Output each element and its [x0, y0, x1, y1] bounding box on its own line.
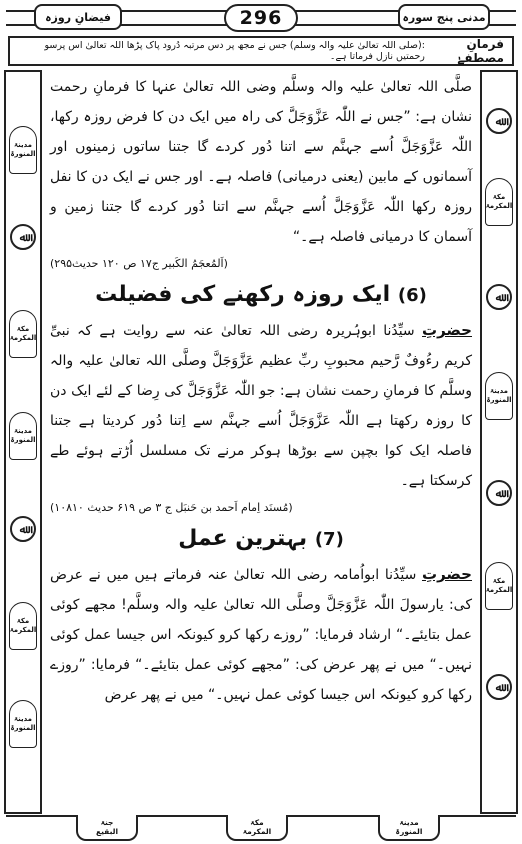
section-title: ایک روزہ رکھنے کی فضیلت — [95, 282, 391, 307]
paragraph-text: سیِّدُنا ابوہُریرہ رضی اللہ تعالیٰ عنہ سے روایت ہے کہ نبیِّ کریم رءُوفٌ رَّحیم محبوبِ ربِّ عظیم عَزَّوَجَلَّ وصلَّی اللہ تعالیٰ علیہ والہ وسلَّم کا فرمانِ رحمت نشان ہے: جو اللّٰہ عَزَّوَجَلَّ کی رِضا کے لئے ایک دن کا روزہ رکھتا ہے اللّٰہ عَزَّوَجَلَّ اُسے جہنَّم سے اِتنا دُور کردیتا ہے جتنا فاصلہ ایک کوا بچپن سے بوڑھا ہوکر مرنے تک مسلسل اُڑتے ہوئے طے کرسکتا ہے۔ — [50, 323, 472, 489]
paragraph-text: سیِّدُنا ابواُمامہ رضی اللہ تعالیٰ عنہ فرماتے ہیں میں نے عرض کی: یارسولَ اللّٰہ عَزَّوَجَلَّ وصلَّی اللہ تعالیٰ علیہ والہ وسلَّم! مجھے کوئی عمل بتایئے۔“ ارشاد فرمایا: ”روزے رکھا کرو کیونکہ اس جیسا عمل کوئی نہیں۔“ میں نے پھر عرض کی: ”مجھے کوئی عمل بتایئے۔“ فرمایا: ”روزے رکھا کرو کیونکہ اس جیسا کوئی عمل نہیں۔“ میں نے پھر عرض — [50, 567, 472, 703]
section-number: (6) — [397, 285, 427, 306]
madina-emblem: مدینۃ المنورۃ — [485, 372, 513, 420]
makkah-emblem: مکۃ المکرمۃ — [485, 562, 513, 610]
farman-text: :(صلی اللہ تعالیٰ علیہ والہ وسلم) جس نے مجھ پر دس مرتبہ دُرود پاک پڑھا اللہ تعالیٰ اس پرسو رحمتیں نازل فرماتا ہے۔ — [44, 40, 425, 62]
book-title-tab: فیضانِ روزہ — [34, 4, 122, 30]
makkah-emblem: مکۃ المکرمۃ — [485, 178, 513, 226]
section-number: (7) — [314, 529, 344, 550]
reference-1: (اَلمُعجَمُ الکَبیر ج۱۷ ص ۱۲۰ حدیث۲۹۵) — [50, 257, 228, 270]
page-footer — [6, 815, 516, 841]
hadith-paragraph-2 — [44, 315, 478, 496]
section-title: بہترین عمل — [178, 526, 308, 551]
medallion-icon: ﷲ — [485, 662, 513, 712]
medallion-icon: ﷲ — [485, 96, 513, 146]
series-title-tab: مدنی پنج سورہ — [398, 4, 490, 30]
main-text-area — [44, 70, 478, 814]
makkah-emblem: مکۃ المکرمۃ — [9, 310, 37, 358]
farman-title: فرمانِ مصطفےٰ — [457, 37, 504, 65]
medallion-icon: ﷲ — [485, 468, 513, 518]
makkah-emblem: مکۃ المکرمۃ — [9, 602, 37, 650]
reference-2: (مُسنَد اِمام اَحمد بن حَنبَل ج ۳ ص ۶۱۹ حدیث ۱۰۸۱۰) — [50, 501, 293, 514]
hadith-paragraph-1: صلَّی اللہ تعالیٰ علیہ والہ وسلَّم وضی اللہ تعالیٰ عنہا کا فرمانِ رحمت نشان ہے: ”جس نے اللّٰہ عَزَّوَجَلَّ کی راہ میں ایک دن کا فرض روزہ رکھا، اللّٰہ عَزَّوَجَلَّ اُسے جہنَّم سے اتنا دُور کردے گا جتنا ساتوں زمینوں اور آسمانوں کے مابین (یعنی درمیانی) فاصلہ ہے۔ اور جس نے ایک دن کا نفل روزہ رکھا اللّٰہ عَزَّوَجَلَّ اُسے جہنَّم سے اتنا دُور کردے گا جتنا زمین و آسمان کا درمیانی فاصلہ ہے۔“ — [50, 79, 472, 245]
medallion-icon: ﷲ — [485, 272, 513, 322]
medallion-icon: ﷲ — [9, 212, 37, 262]
makkah-emblem: مکۃ المکرمۃ — [226, 815, 288, 841]
madina-emblem: مدینۃ المنورۃ — [9, 412, 37, 460]
page-header — [6, 4, 516, 32]
madina-emblem: مدینۃ المنورۃ — [9, 126, 37, 174]
hadith-paragraph-3 — [44, 559, 478, 710]
page-number: 296 — [224, 4, 298, 32]
left-border-rail — [4, 70, 42, 814]
farman-banner — [8, 36, 514, 66]
madina-emblem: مدینۃ المنورۃ — [9, 700, 37, 748]
right-border-rail — [480, 70, 518, 814]
baqi-emblem: جنۃ البقیع — [76, 815, 138, 841]
medallion-icon: ﷲ — [9, 504, 37, 554]
madina-emblem: مدینۃ المنورۃ — [378, 815, 440, 841]
section-heading-7 — [44, 520, 478, 559]
section-heading-6 — [44, 276, 478, 315]
hazrat-label: حضرتِ — [422, 321, 472, 339]
hazrat-label: حضرتِ — [422, 565, 472, 583]
